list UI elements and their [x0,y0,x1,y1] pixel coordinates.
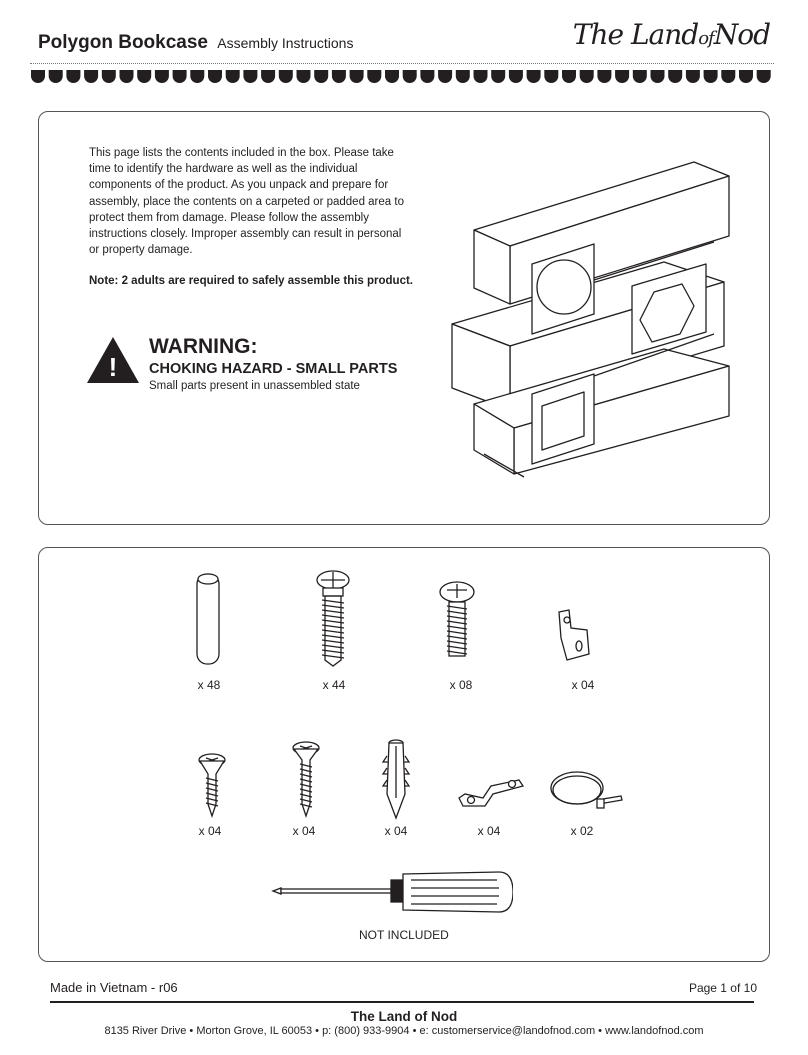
scallop-shape [261,70,275,83]
scallop-shape [739,70,753,83]
scallop-shape [686,70,700,83]
warning-hazard: CHOKING HAZARD - SMALL PARTS [149,361,398,377]
scallop-shape [456,70,470,83]
contents-intro-panel [38,111,770,525]
scallop-shape [721,70,735,83]
scallop-shape [562,70,576,83]
header-divider [30,63,774,64]
scallop-shape [385,70,399,83]
part-quantity: x 04 [571,678,595,692]
scallop-shape [403,70,417,83]
scallop-shape [704,70,718,83]
warning-triangle-icon [86,336,140,384]
made-in-label: Made in Vietnam - r06 [50,980,178,995]
bookcase-illustration [444,154,769,479]
warning-description: Small parts present in unassembled state [149,380,360,392]
scallop-shape [544,70,558,83]
scallop-shape [615,70,629,83]
scallop-shape [137,70,151,83]
scallop-shape [633,70,647,83]
machine-screw-icon [437,580,477,660]
scallop-shape [651,70,665,83]
part-quantity: x 08 [449,678,473,692]
scallop-shape [208,70,222,83]
scallop-shape [190,70,204,83]
scallop-border [30,70,778,90]
brand-logo: The LandofNod [572,18,770,51]
not-included-label: NOT INCLUDED [359,928,449,942]
scallop-shape [49,70,63,83]
scallop-shape [84,70,98,83]
svg-text:!: ! [108,352,118,382]
scallop-shape [580,70,594,83]
footer-divider [50,1001,754,1003]
scallop-shape [350,70,364,83]
scallop-shape [243,70,257,83]
scallop-shape [668,70,682,83]
scallop-shape [120,70,134,83]
part-quantity: x 04 [477,824,501,838]
wall-bracket-icon [553,608,593,664]
scallop-shape [509,70,523,83]
footer-brand: The Land of Nod [350,1009,458,1024]
scallop-shape [31,70,45,83]
scallop-shape [757,70,771,83]
scallop-shape [420,70,434,83]
cable-tie-icon [547,766,627,816]
footer-contact: 8135 River Drive • Morton Grove, IL 60053 • p: (800) 933-9904 • e: customerservice@landofnod.com • www.landofnod.com [104,1025,704,1037]
part-quantity: x 04 [292,824,316,838]
page-number: Page 1 of 10 [688,981,757,995]
product-name: Polygon Bookcase [38,32,208,53]
scallop-shape [314,70,328,83]
scallop-shape [102,70,116,83]
part-quantity: x 04 [384,824,408,838]
scallop-shape [491,70,505,83]
document-subtitle: Assembly Instructions [217,35,354,51]
flat-head-screw-icon [197,752,227,818]
wood-screw-icon [291,740,321,818]
strap-bracket-icon [457,774,527,810]
scallop-shape [66,70,80,83]
scallop-shape [367,70,381,83]
document-title [38,32,353,54]
scallop-shape [527,70,541,83]
scallop-shape [297,70,311,83]
hardware-panel [38,547,770,962]
scallop-shape [226,70,240,83]
wall-anchor-icon [381,738,411,820]
scallop-shape [332,70,346,83]
cam-bolt-icon [313,568,353,668]
part-quantity: x 44 [322,678,346,692]
scallop-shape [474,70,488,83]
scallop-shape [597,70,611,83]
scallop-shape [155,70,169,83]
screwdriver-icon [271,866,513,918]
part-quantity: x 04 [198,824,222,838]
intro-paragraph: This page lists the contents included in the box. Please take time to identify the hardware as well as the individual components of the product. As you unpack and prepare for assembly, place the contents on a carpeted or padded area to protect them from damage. Please follow the assembly instructions closely. Improper assembly can result in personal or property damage. [89,147,404,257]
scallop-shape [438,70,452,83]
warning-title: WARNING: [149,335,258,358]
wood-dowel-icon [195,570,221,668]
scallop-shape [279,70,293,83]
part-quantity: x 02 [570,824,594,838]
assembly-note: Note: 2 adults are required to safely assemble this product. [89,275,414,287]
part-quantity: x 48 [197,678,221,692]
scallop-shape [173,70,187,83]
